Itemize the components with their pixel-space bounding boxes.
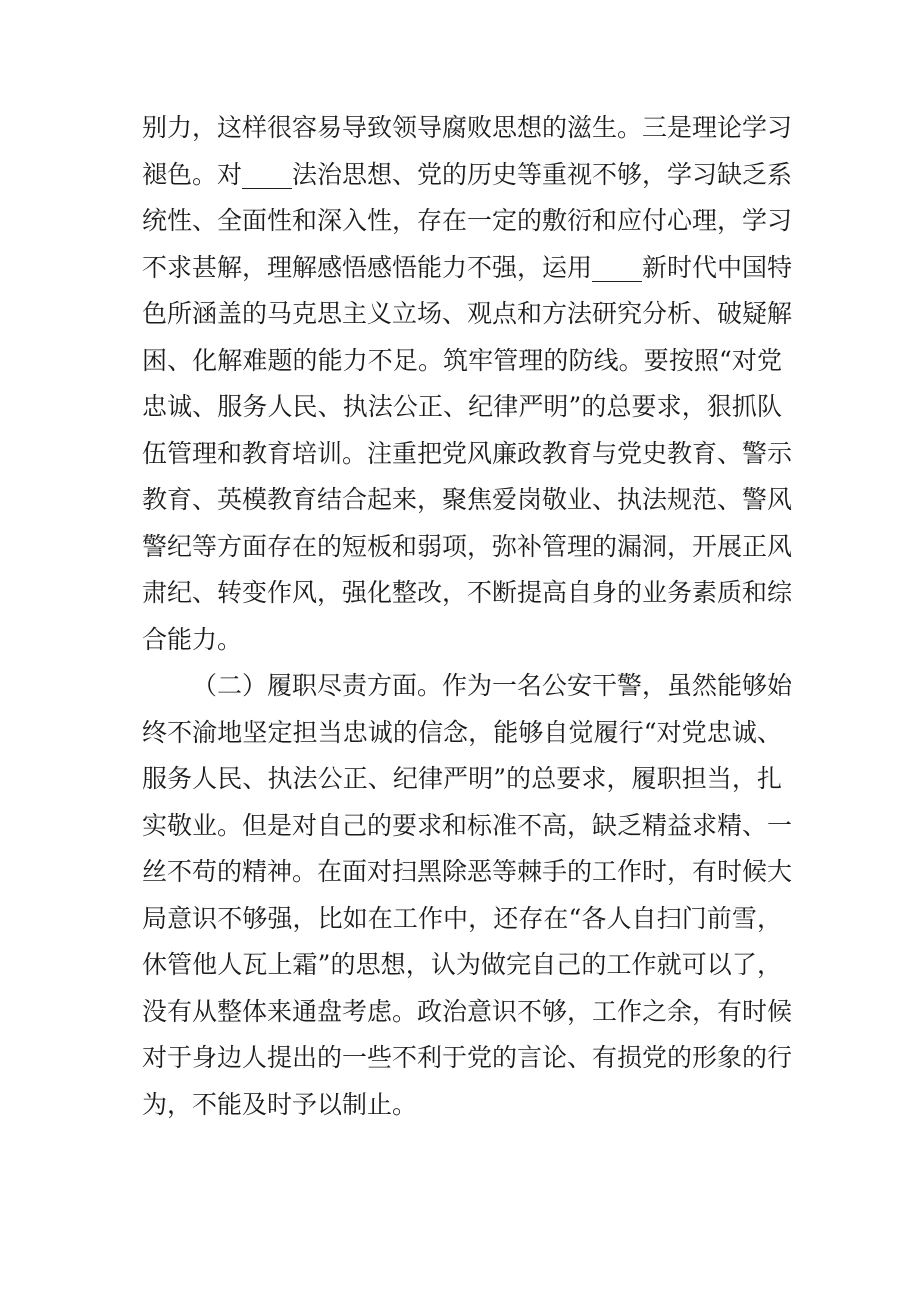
paragraph-line: 忠诚、服务人民、执法公正、纪律严明”的总要求，狠抓队 <box>142 392 782 421</box>
paragraph-line: 不求甚解，理解感悟感悟能力不强，运用____新时代中国特 <box>142 252 793 282</box>
paragraph-line: 合能力。 <box>142 624 243 654</box>
paragraph-1 <box>142 105 793 663</box>
paragraph-line: 伍管理和教育培训。注重把党风廉政教育与党史教育、警示 <box>142 438 793 468</box>
document-body <box>142 105 793 1128</box>
paragraph-line: 服务人民、执法公正、纪律严明”的总要求，履职担当，扎 <box>142 764 782 793</box>
paragraph-line: 教育、英模教育结合起来，聚焦爱岗敬业、执法规范、警风 <box>142 485 793 514</box>
paragraph-line: 警纪等方面存在的短板和弱项，弥补管理的漏洞，开展正风 <box>142 531 793 561</box>
paragraph-2 <box>142 663 793 1128</box>
paragraph-line: 统性、全面性和深入性，存在一定的敷衍和应付心理，学习 <box>142 206 793 235</box>
paragraph-line: 肃纪、转变作风，强化整改，不断提高自身的业务素质和综 <box>142 578 793 607</box>
paragraph-line: 没有从整体来通盘考虑。政治意识不够，工作之余，有时候 <box>142 996 793 1026</box>
paragraph-line: 休管他人瓦上霜”的思想，认为做完自己的工作就可以了， <box>142 950 782 979</box>
paragraph-line: 丝不苟的精神。在面对扫黑除恶等棘手的工作时，有时候大 <box>142 857 793 886</box>
paragraph-line: 终不渝地坚定担当忠诚的信念，能够自觉履行“对党忠诚、 <box>142 717 782 747</box>
paragraph-line: 为，不能及时予以制止。 <box>142 1089 418 1119</box>
paragraph-line: 褪色。对____法治思想、党的历史等重视不够，学习缺乏系 <box>142 159 793 189</box>
paragraph-line: 色所涵盖的马克思主义立场、观点和方法研究分析、破疑解 <box>142 299 793 328</box>
paragraph-line: 对于身边人提出的一些不利于党的言论、有损党的形象的行 <box>142 1043 793 1072</box>
paragraph-line: 别力，这样很容易导致领导腐败思想的滋生。三是理论学习 <box>142 113 793 142</box>
paragraph-line: 实敬业。但是对自己的要求和标准不高，缺乏精益求精、一 <box>142 810 793 840</box>
paragraph-line: 困、化解难题的能力不足。筑牢管理的防线。要按照“对党 <box>142 345 782 375</box>
paragraph-line: 局意识不够强，比如在工作中，还存在“各人自扫门前雪， <box>142 903 782 933</box>
paragraph-line: （二）履职尽责方面。作为一名公安干警，虽然能够始 <box>192 671 793 700</box>
